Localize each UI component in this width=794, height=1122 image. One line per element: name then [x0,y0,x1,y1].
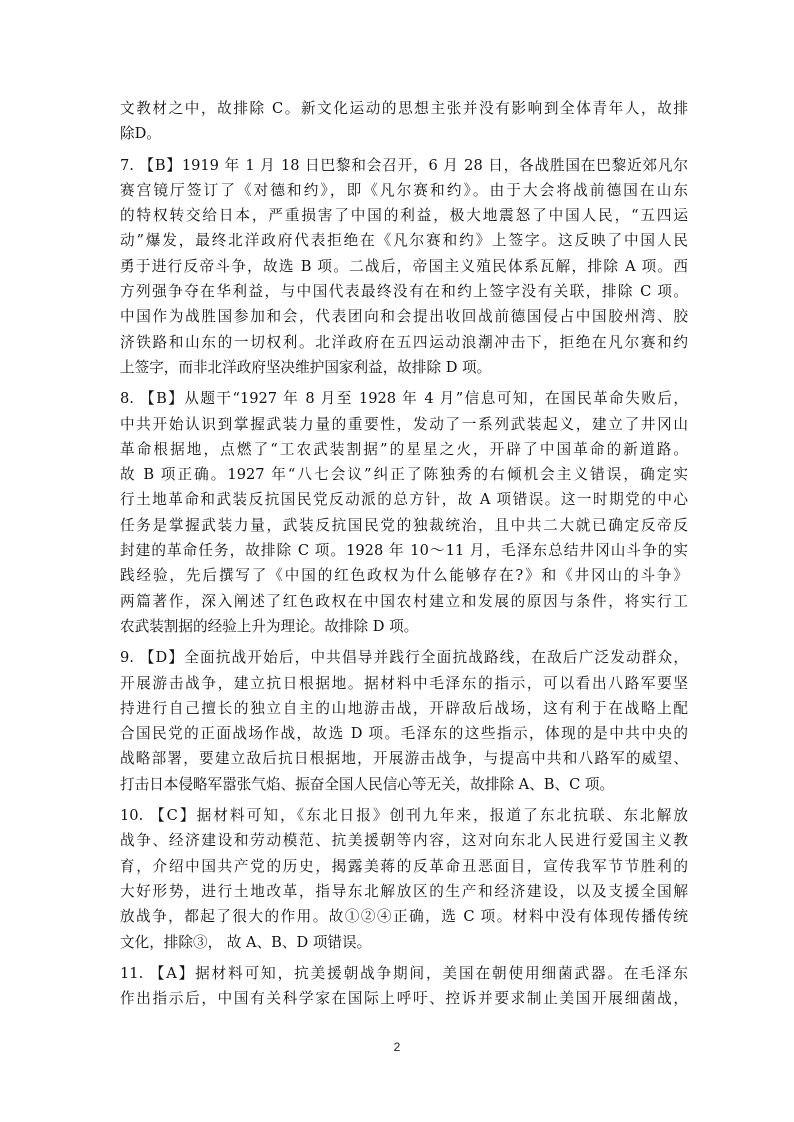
text-line: 封建的革命任务，故排除 C 项。1928 年 10～11 月，毛泽东总结井冈山斗争的实 [120,542,688,560]
text-line: 大好形势，进行土地改革，指导东北解放区的生产和经济建设，以及支援全国解 [120,882,688,900]
text-line: 勇于进行反帝斗争，故选 B 项。二战后，帝国主义殖民体系瓦解，排除 A 项。西 [120,257,688,275]
text-line: 战略部署，要建立敌后抗日根据地，开展游击战争，与提高中共和八路军的威望、 [120,750,688,768]
text-line: 赛宫镜厅签订了《对德和约》，即《凡尔赛和约》。由于大会将战前德国在山东 [120,181,688,199]
text-line: 济铁路和山东的一切权利。北洋政府在五四运动浪潮冲击下，拒绝在凡尔赛和约 [120,333,688,351]
text-line: 开展游击战争，建立抗日根据地。据材料中毛泽东的指示，可以看出八路军要坚 [120,674,688,692]
text-line: 除D。 [120,125,161,143]
text-line: 践经验，先后撰写了《中国的红色政权为什么能够存在?》和《井冈山的斗争》 [120,567,688,585]
text-line: 上签字，而非北洋政府坚决维护国家利益，故排除 D 项。 [120,358,492,376]
text-line: 行土地革命和武装反抗国民党反动派的总方针，故 A 项错误。这一时期党的中心 [120,491,688,509]
text-line: 革命根据地，点燃了“工农武装割据”的星星之火，开辟了中国革命的新道路。 [120,440,688,458]
text-line: 11. 【A】据材料可知，抗美援朝战争期间，美国在朝使用细菌武器。在毛泽东 [120,964,688,982]
page-number: 2 [393,1040,401,1054]
explanation-q11 [120,961,688,1012]
text-line: 两篇著作，深入阐述了红色政权在中国农村建立和发展的原因与条件，将实行工 [120,592,688,610]
text-line: 合国民党的正面战场作战，故选 D 项。毛泽东的这些指示，体现的是中共中央的 [120,725,688,743]
text-line: 农武装割据的经验上升为理论。故排除 D 项。 [120,617,419,635]
text-line: 方列强争夺在华利益，与中国代表最终没有在和约上签字没有关联，排除 C 项。 [120,283,688,301]
text-line: 战争、经济建设和劳动模范、抗美援朝等内容，这对向东北人民进行爱国主义教 [120,832,688,850]
text-line: 育，介绍中国共产党的历史，揭露美蒋的反革命丑恶面目，宣传我军节节胜利的 [120,857,688,875]
text-line: 7. 【B】1919 年 1 月 18 日巴黎和会召开，6 月 28 日，各战胜国在巴黎近郊凡尔 [120,156,688,174]
text-line: 9. 【D】全面抗战开始后，中共倡导并践行全面抗战路线，在敌后广泛发动群众， [120,649,688,667]
explanation-q9 [120,645,688,797]
text-line: 中国作为战胜国参加和会，代表团向和会提出收回战前德国侵占中国胶州湾、胶 [120,308,688,326]
text-line: 放战争，都起了很大的作用。故①②④正确，选 C 项。材料中没有体现传播传统 [120,908,688,926]
text-line: 的特权转交给日本，严重损害了中国的利益，极大地震怒了中国人民，“五四运 [120,207,688,225]
text-line: 10. 【C】据材料可知，《东北日报》创刊九年来，报道了东北抗联、东北解放 [120,807,688,825]
explanation-continuation [120,96,688,147]
text-line: 故 B 项正确。1927 年“八七会议”纠正了陈独秀的右倾机会主义错误，确定实 [120,466,688,484]
text-line: 作出指示后，中国有关科学家在国际上呼吁、控诉并要求制止美国开展细菌战， [120,990,688,1008]
text-line: 中共开始认识到掌握武装力量的重要性，发动了一系列武装起义，建立了井冈山 [120,415,688,433]
text-line: 打击日本侵略军嚣张气焰、振奋全国人民信心等无关，故排除 A、B、C 项。 [120,775,615,793]
text-line: 文教材之中，故排除 C。新文化运动的思想主张并没有影响到全体青年人，故排 [120,100,688,117]
answer-explanations [120,96,688,1017]
explanation-q10 [120,803,688,955]
text-line: 文化，排除③， 故 A、B、D 项错误。 [120,933,372,951]
text-line: 动”爆发，最终北洋政府代表拒绝在《凡尔赛和约》上签字。这反映了中国人民 [120,232,688,250]
text-line: 8. 【B】从题干“1927 年 8 月至 1928 年 4 月”信息可知，在国民革命失败后， [120,390,688,408]
explanation-q7 [120,153,688,381]
text-line: 持进行自己擅长的独立自主的山地游击战，开辟敌后战场，这有利于在战略上配 [120,699,688,717]
explanation-q8 [120,386,688,639]
text-line: 任务是掌握武装力量，武装反抗国民党的独裁统治，且中共二大就已确定反帝反 [120,516,688,534]
